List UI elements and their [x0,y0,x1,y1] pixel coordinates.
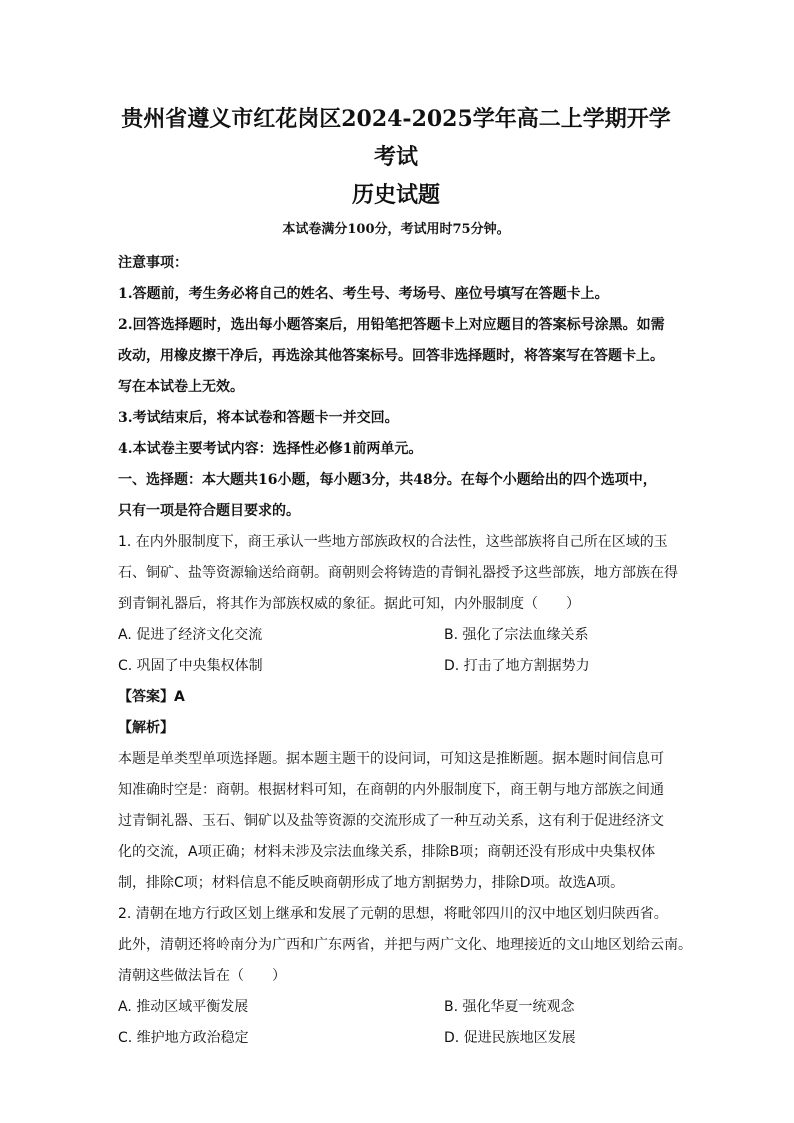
notes-item: 写在本试卷上无效。 [118,379,244,395]
notes-heading: 注意事项： [118,255,188,271]
notes-item: 改动，用橡皮擦干净后，再选涂其他答案标号。回答非选择题时，将答案写在答题卡上。 [118,348,664,364]
q1-option-d: D. 打击了地方割据势力 [444,658,590,674]
q1-stem: 到青铜礼器后，将其作为部族权威的象征。据此可知，内外服制度（ ） [118,596,580,612]
q1-analysis-line: 知准确时空是：商朝。根据材料可知，在商朝的内外服制度下，商王朝与地方部族之间通 [118,782,664,798]
q2-stem: 此外，清朝还将岭南分为广西和广东两省，并把与两广文化、地理接近的文山地区划给云南。 [118,937,692,953]
q1-answer: 【答案】A [118,689,185,705]
q2-stem: 2. 清朝在地方行政区划上继承和发展了元朝的思想，将毗邻四川的汉中地区划归陕西省。 [118,906,668,922]
q1-options-row2 [118,651,674,682]
q1-option-a: A. 促进了经济文化交流 [118,627,263,643]
notes-item: 3.考试结束后，将本试卷和答题卡一并交回。 [118,410,399,426]
q1-analysis-line: 本题是单类型单项选择题。据本题主题干的设问词，可知这是推断题。据本题时间信息可 [118,751,664,767]
q1-analysis-line: 化的交流，A项正确；材料未涉及宗法血缘关系，排除B项；商朝还没有形成中央集权体 [118,844,656,860]
notes-item: 2.回答选择题时，选出每小题答案后，用铅笔把答题卡上对应题目的答案标号涂黑。如需 [118,317,665,333]
section-heading-line1: 一、选择题：本大题共16小题，每小题3分，共48分。在每个小题给出的四个选项中， [118,472,657,488]
q1-stem: 1. 在内外服制度下，商王承认一些地方部族政权的合法性，这些部族将自己所在区域的玉 [118,534,668,550]
exam-subtitle: 本试卷满分100分，考试用时75分钟。 [282,222,510,237]
q2-options-row2 [118,1023,674,1054]
q1-analysis-line: 过青铜礼器、玉石、铜矿以及盐等资源的交流形成了一种互动关系，这有利于促进经济文 [118,813,664,829]
q1-option-c: C. 巩固了中央集权体制 [118,658,263,674]
exam-title-line2: 历史试题 [351,182,440,208]
q2-options-row1 [118,992,674,1023]
q1-analysis-tag: 【解析】 [118,720,174,736]
notes-item: 1.答题前，考生务必将自己的姓名、考生号、考场号、座位号填写在答题卡上。 [118,286,609,302]
q2-option-b: B. 强化华夏一统观念 [444,999,575,1015]
q1-options-row1 [118,620,674,651]
q2-option-a: A. 推动区域平衡发展 [118,999,249,1015]
q1-stem: 石、铜矿、盐等资源输送给商朝。商朝则会将铸造的青铜礼器授予这些部族，地方部族在得 [118,565,678,581]
exam-title-line1: 贵州省遵义市红花岗区2024-2025学年高二上学期开学考试 [121,106,671,170]
section-heading-line2: 只有一项是符合题目要求的。 [118,503,300,519]
q2-stem: 清朝这些做法旨在（ ） [118,968,286,984]
notes-item: 4.本试卷主要考试内容：选择性必修1前两单元。 [118,441,423,457]
q1-analysis-line: 制，排除C项；材料信息不能反映商朝形成了地方割据势力，排除D项。故选A项。 [118,875,625,891]
q1-option-b: B. 强化了宗法血缘关系 [444,627,589,643]
q2-option-c: C. 维护地方政治稳定 [118,1030,249,1046]
q2-option-d: D. 促进民族地区发展 [444,1030,576,1046]
